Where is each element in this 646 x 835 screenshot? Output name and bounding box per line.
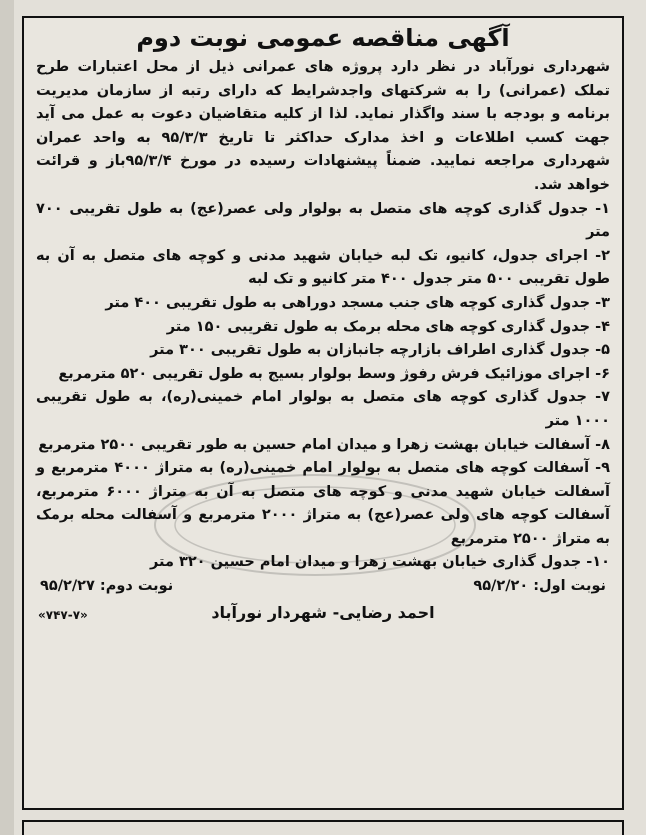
notice-title: آگهی مناقصه عمومی نوبت دوم bbox=[136, 24, 510, 52]
notice-code: «۷۴۷-۷» bbox=[38, 608, 88, 623]
project-item: ۳- جدول گذاری کوچه های جنب مسجد دوراهی به طول تقریبی ۴۰۰ متر bbox=[105, 294, 610, 311]
project-item: ۸- آسفالت خیابان بهشت زهرا و میدان امام حسین به طور تقریبی ۲۵۰۰ مترمربع bbox=[38, 436, 610, 453]
page-left-edge bbox=[0, 0, 14, 835]
notice-footer bbox=[30, 599, 616, 627]
signature: احمد رضایی- شهردار نورآباد bbox=[211, 603, 435, 623]
project-item: ۱۰- جدول گذاری خیابان بهشت زهرا و میدان امام حسین ۳۲۰ متر bbox=[150, 554, 610, 571]
project-item: ۹- آسفالت کوچه های متصل به بولوار امام خمینی(ره) به متراژ ۴۰۰۰ مترمربع و آسفالت خیابان شهید مدنی و کوچه های متصل به آن به متراژ ۶۰۰۰ مترمربع، آسفالت کوچه های ولی عصر(عج) به متراژ ۲۰۰۰ مترمربع و آسفالت محله برمک به متراژ ۲۵۰۰ مترمربع bbox=[36, 460, 611, 547]
notice-content bbox=[30, 22, 616, 804]
next-notice-border bbox=[22, 820, 624, 835]
project-item: ۲- اجرای جدول، کانیو، تک لبه خیابان شهید مدنی و کوچه های متصل به آن به طول تقریبی ۵۰۰ متر جدول ۴۰۰ متر کانیو و تک لبه bbox=[36, 247, 610, 288]
project-item: ۵- جدول گذاری اطراف بازارچه جانبازان به طول تقریبی ۳۰۰ متر bbox=[150, 342, 610, 359]
second-round-date: نوبت دوم: ۹۵/۲/۲۷ bbox=[40, 578, 174, 595]
project-list bbox=[30, 198, 616, 576]
project-item: ۶- اجرای موزائیک فرش رفوژ وسط بولوار بسیج به طول تقریبی ۵۲۰ مترمربع bbox=[58, 365, 610, 382]
project-item: ۷- جدول گذاری کوچه های متصل به بولوار امام خمینی(ره)، به طول تقریبی ۱۰۰۰ متر bbox=[36, 389, 610, 429]
notice-intro: شهرداری نورآباد در نظر دارد پروژه های عمرانی ذیل از محل اعتبارات طرح تملک (عمرانی) را به شرکتهای واجدشرایط که دارای رتبه از سازمان مدیریت برنامه و بودجه با سند واگذار نماید. لذا از کلیه متقاضیان دعوت به عمل می آید جهت کسب اطلاعات و اخذ مدارک حداکثر تا تاریخ ۹۵/۳/۳ به واحد عمران شهرداری مراجعه نمایید. ضمناً پیشنهادات رسیده در مورخ ۹۵/۳/۴باز و قرائت خواهد شد. bbox=[36, 59, 611, 193]
project-item: ۴- جدول گذاری کوچه های محله برمک به طول تقریبی ۱۵۰ متر bbox=[166, 318, 610, 335]
publication-dates bbox=[30, 575, 616, 597]
first-round-date: نوبت اول: ۹۵/۲/۲۰ bbox=[473, 578, 606, 595]
project-item: ۱- جدول گذاری کوچه های متصل به بولوار ولی عصر(عج) به طول تقریبی ۷۰۰ متر bbox=[36, 200, 610, 241]
